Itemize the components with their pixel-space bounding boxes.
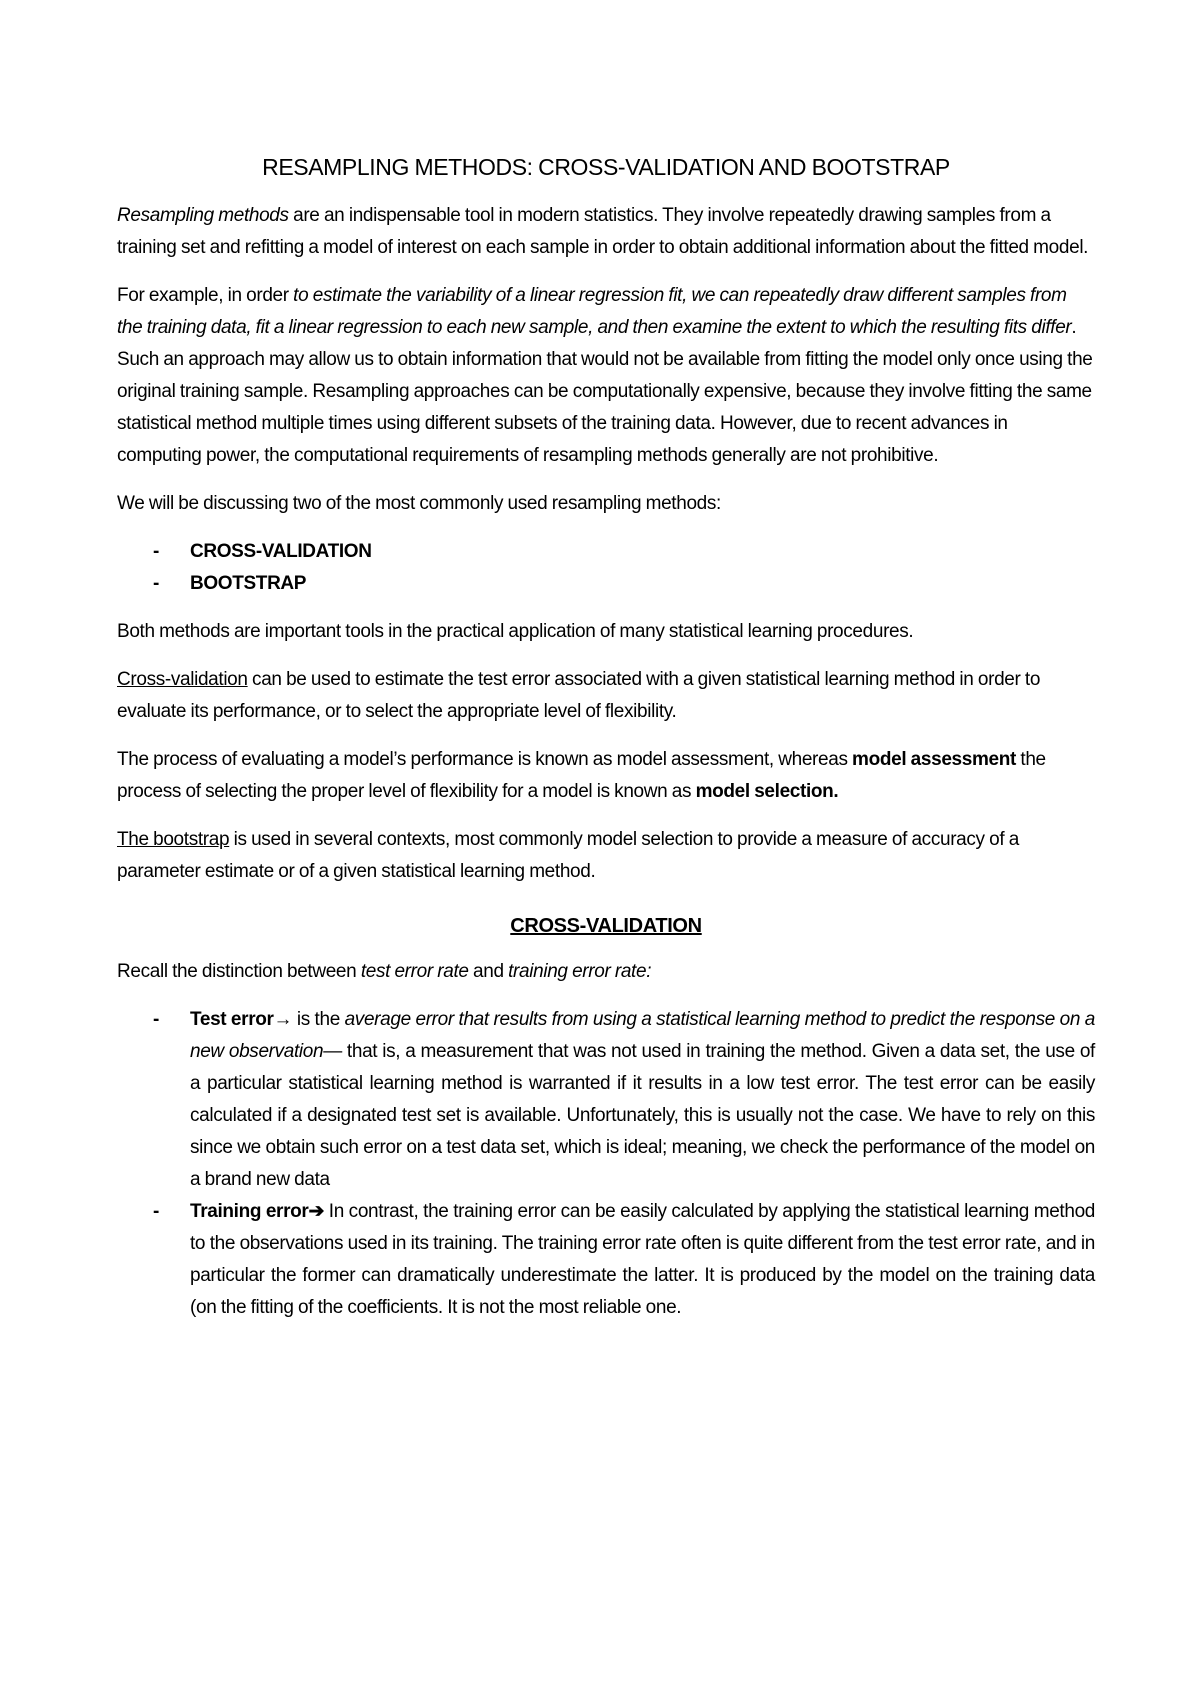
underlined-term: Cross-validation [117,669,248,690]
italic-term: training error rate: [508,961,652,982]
bootstrap-paragraph [117,824,1095,888]
error-list [117,1004,1095,1324]
bold-term: model assessment [852,749,1016,770]
paragraph-text: is used in several contexts, most commonly model selection to provide a measure of accuracy of a parameter estimate or of a given statistical learning method. [117,829,1019,882]
methods-intro: We will be discussing two of the most commonly used resampling methods: [117,493,721,514]
list-item [117,1196,1095,1324]
paragraph-text: is the [292,1009,345,1030]
cv-paragraph [117,664,1095,728]
paragraph-text: In contrast, the training error can be easily calculated by applying the statistical learning method to the observations used in its training. The training error rate often is quite different from the test error rate, and in particular the former can dramatically underestimate the latter. It is produced by the model on the training data (on the fitting of the coefficients. It is not the most reliable one. [190,1201,1096,1318]
paragraph-text: . Such an approach may allow us to obtain information that would not be available from fitting the model only once using the original training sample. Resampling approaches can be computationally expensive, because they involve fitting the same statistical method multiple times using different subsets of the training data. However, due to recent advances in computing power, the computational requirements of resampling methods generally are not prohibitive. [117,317,1093,466]
paragraph-text: — that is, a measurement that was not used in training the method. Given a data set, the use of a particular statistical learning method is warranted if it results in a low test error. The test error can be easily calculated if a designated test set is available. Unfortunately, this is usually not the case. We have to rely on this since we obtain such error on a test data set, which is ideal; meaning, we check the performance of the model on a brand new data [190,1041,1095,1190]
method-label: BOOTSTRAP [190,573,307,594]
section-heading: CROSS-VALIDATION [510,915,702,937]
paragraph-text: are an indispensable tool in modern statistics. They involve repeatedly drawing samples from a training set and refitting a model of interest on each sample in order to obtain additional information about the fitted model. [117,205,1089,258]
italic-term: test error rate [360,961,469,982]
both-methods-paragraph: Both methods are important tools in the practical application of many statistical learning procedures. [117,621,914,642]
recall-paragraph [117,956,1095,988]
bold-term: model selection. [695,781,839,802]
document-title: RESAMPLING METHODS: CROSS-VALIDATION AND BOOTSTRAP [262,154,950,180]
list-item [117,1004,1095,1196]
italic-term: Resampling methods [117,205,289,226]
example-paragraph [117,280,1095,472]
italic-text: to estimate the variability of a linear regression fit, we can repeatedly draw different samples from the training data, fit a linear regression to each new sample, and then examine the extent to which the resulting fits differ [117,285,1072,338]
underlined-term: The bootstrap [117,829,230,850]
paragraph-text: The process of evaluating a model’s performance is known as model assessment, whereas [117,749,853,770]
bold-term: Training error➔ [190,1201,325,1222]
paragraph-text: the process of selecting the proper level of flexibility for a model is known as [117,749,1046,802]
bold-term: Test error→ [190,1009,293,1030]
methods-list [117,536,1095,600]
paragraph-text: and [468,961,509,982]
intro-paragraph [117,200,1095,264]
italic-text: average error that results from using a statistical learning method to predict the response on a new observation [190,1009,1095,1062]
method-label: CROSS-VALIDATION [190,541,372,562]
list-item [117,568,1095,600]
paragraph-text: Recall the distinction between [117,961,361,982]
paragraph-text: can be used to estimate the test error associated with a given statistical learning method in order to evaluate its performance, or to select the appropriate level of flexibility. [117,669,1041,722]
paragraph-text: For example, in order [117,285,294,306]
list-item [117,536,1095,568]
assessment-paragraph [117,744,1095,808]
document-page [117,150,1095,1340]
